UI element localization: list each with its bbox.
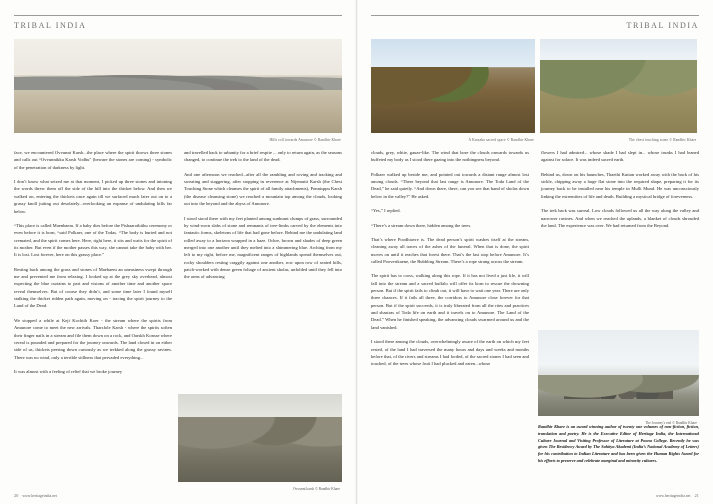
header-rule-left [14,15,342,16]
ovvunni-karsh-figure [178,394,342,491]
website-left: www.heritageindia.net [22,493,57,498]
running-head-right: TRIBAL INDIA [626,21,699,30]
hills-towards-amunore-caption: Hills roll towards Amunore © Randhir Khare [269,138,341,142]
ovvunni-karsh-photo [178,394,342,482]
page-number-right: 21 [694,493,699,498]
paragraph: Behind us, down on his haunches, Thaethi Kuttan worked away with the back of his sickle, chipping away a large flat stone into the required shape, preparing it for its journey back to be installed near his temple in Mulli Mund. He was unconsciously linking the extremities of life and death. Building a mystical bridge of foreverness. [541,171,699,199]
paragraph: I stood stood there with my feet planted among sunburnt clumps of grass, surrounded by wind-worn slabs of stone and remnants of tree-limbs carved by the elements into fantastic forms, skeletons of life that had gone before. Behind me the undulating land rolled away to a horizon wrapped in a haze. Ochre, brown and shades of deep green merged into one another until they melted into a shimmering blue. Arching from my left to my right, before me, magnificent ranges of highlands spread themselves out, rocky shoulders resting craggily against one another, row upon row of seated hills, patch-worked with dense green foliage of ancient sholas, unfolded until they fell into the arms of advancing [184,215,342,280]
paragraph: flowers I had admired... whose shade I had slept in... whose trunks I had leaned against for solace. It was indeed sacred earth. [541,150,699,163]
journey-end-figure [538,330,699,425]
left-column-2 [184,149,342,375]
journey-end-caption: The Journey's end © Randhir Khare [645,421,697,425]
chest-touching-stone-caption: The chest touching stone © Randhir Khare [628,138,697,142]
paragraph: The spirit has to cross, walking along this rope. If it has not lived a just life, it will fall into the stream and a sacred buffalo will offer its horn to rescue the drowning person. But if the spirit fails to climb out, it will have to wait one year. There are only three chances. If it fails all three, the corridors to Amunore close forever for that person. But if the spirit succeeds, it is truly liberated from all the rites and practices and shastras of Toda life on earth and it travels on to Amunore. The Land of the Dead.” When he finished speaking, the advancing clouds swarmed around us and the land vanished. [371,273,529,330]
footer-right [656,493,699,498]
paragraph: and travelled back to urbanity for a brief respite ... only to return again, as the seasons changed, to continue the trek to the land of the dead. [184,150,342,163]
sacred-space-ridge-caption: A Karsaha sacred space © Randhir Khare [468,138,534,142]
left-columns [14,149,342,375]
paragraph: clouds, grey, white, gauze-like. The wind that bore the clouds onwards towards us buffeted my body as I stood there gazing into the nothingness beyond. [371,150,529,163]
paragraph: That’s where Poodhiavre is. The dead person’s spirit washes itself at the stream, cleaning away all traces of the ashes of the funeral. When that is done, the spirit moves on until it reaches that forest there. That’s the last stop before Amunore. It’s called Pooverikaene, the Bubbling Stream. There’s a rope strung across the stream. [371,236,529,264]
paragraph: Polkaer walked up beside me, and pointed out towards a distant range almost lost among clouds. “There beyond that last range is Amunore. The Toda Land of the Dead,” he said quietly. “And down there, there, can you see that band of sholas down below in the valley?” He asked. [371,171,529,199]
paragraph: And one afternoon we reached...after all the rambling and roving and tracking and sweating and staggering, after stopping in reverence at Nijemutti Karsh (the Chest Touching Stone which cleanses the spirit of all family attachments), Ponnisppu Karsh (the disease cleansing stone) we reached a mountain top among the clouds, looking out into the beyond and the abyss of Amunore. [184,171,342,207]
left-page [0,0,356,504]
ovvunni-karsh-caption: Ovvunni karsh © Randhir Khare [292,487,340,491]
left-column-1 [14,149,172,375]
left-photo-band [14,39,342,142]
sacred-space-ridge-photo [371,39,535,142]
paragraph: It was almost with a feeling of relief that we broke journey [14,368,123,374]
paragraph: “This place is called Maenbaem. If a baby dies before the Pishaarothithu ceremony or even before it is born, “said Polkaer, one of the Todas. “The body is buried and not cremated, and the spirit comes here. Here, right here, it sits and waits for the spirit of its mother. But even if the mother passes this way, she cannot take the baby with her. It is lost. Lost forever, here on this grassy place.” [14,222,172,258]
website-right: www.heritageindia.net [656,493,691,498]
running-head-left: TRIBAL INDIA [14,21,87,30]
right-photo-band [371,39,699,142]
paragraph: The trek back was surreal. Low clouds followed us all the way along the valley and narrower ravines. And when we reached the uplands, a blanket of clouds shrouded the land. The experience was over. We had returned from the Beyond. [541,208,699,228]
paragraph: I stood there among the clouds, overwhelmingly aware of the earth on which my feet rested, of the land I had traversed the many hours and days and weeks and months before that, of the rivers and streams I had forded, of the sacred stones I had seen and touched, of the trees whose fruit I had plucked and eaten...whose [371,339,529,367]
trekkers-silhouettes [564,380,673,399]
paragraph: “Yes,” I replied. [371,208,401,214]
paragraph: I don’t know what seized me at that moment, I picked up three stones and intoning the words threw them off the side of the hill into the thicket below. And then we walked on, entering the thickets once again till we surfaced much later out on to a grassy knoll jutting out desolately...overlooking an expanse of undulating hills far below. [14,179,172,214]
journey-end-photo [538,330,699,416]
page-number-left: 20 [14,493,19,498]
author-bio: Randhir Khare is an award winning author of twenty one volumes of non-fiction, fiction, translation and poetry. He is the Executive Editor of Heritage India, the International Culture Journal and Visiting Professor of Literature at Poona College. Recently he was given The Residency Award by The Sahitya Akademi (India’s National Academy of Letters) for his contribution to Indian Literature and has been given the Human Rights Award for his efforts to preserve and celebrate marginal and minority cultures. [538,424,699,463]
hills-towards-amunore-photo [14,39,342,142]
paragraph: Resting back among the grass and stones of Maebaem an uneasiness swept through me and prevented me from relaxing. I looked up at the grey sky overhead, almost expecting the blue curtains to part and visions of another time and another space reveal themselves. But of course they didn’t, and some time later I found myself stalking the thicket ridden path again, moving on - tracing the spirit journey to the Land of the Dead. [14,266,172,309]
header-rule-right [371,15,699,16]
right-column-1 [371,149,529,368]
footer-left [14,493,57,498]
chest-touching-stone-photo [540,39,697,142]
paragraph: We stopped a while at Keji Kochith Koer - the stream where the spirits from Amunore come to meet the new arrivals. Tharsfole Karsh - where the spirits soften their finger nails in a stream and file them down on a rock, and Oarskh Konsse where cereal is pounded and prepared for the journey onwards. The land closed in on either side of us, thickets peering down curiously as we trekked along the grassy ravines. There was no wind, only a terrible stillness that pervaded everything... [14,317,172,360]
spread-gutter [355,0,358,504]
paragraph: “There’s a stream down there, hidden among the trees. [371,222,472,228]
paragraph: face, we encountered Ovvunni Karsh...the place where the spirit throws three stones and calls out “Ovvunnikku Karsh Vodhu” (beware the stones are coming) - symbolic of the penetration of darkness by light. [14,150,172,170]
